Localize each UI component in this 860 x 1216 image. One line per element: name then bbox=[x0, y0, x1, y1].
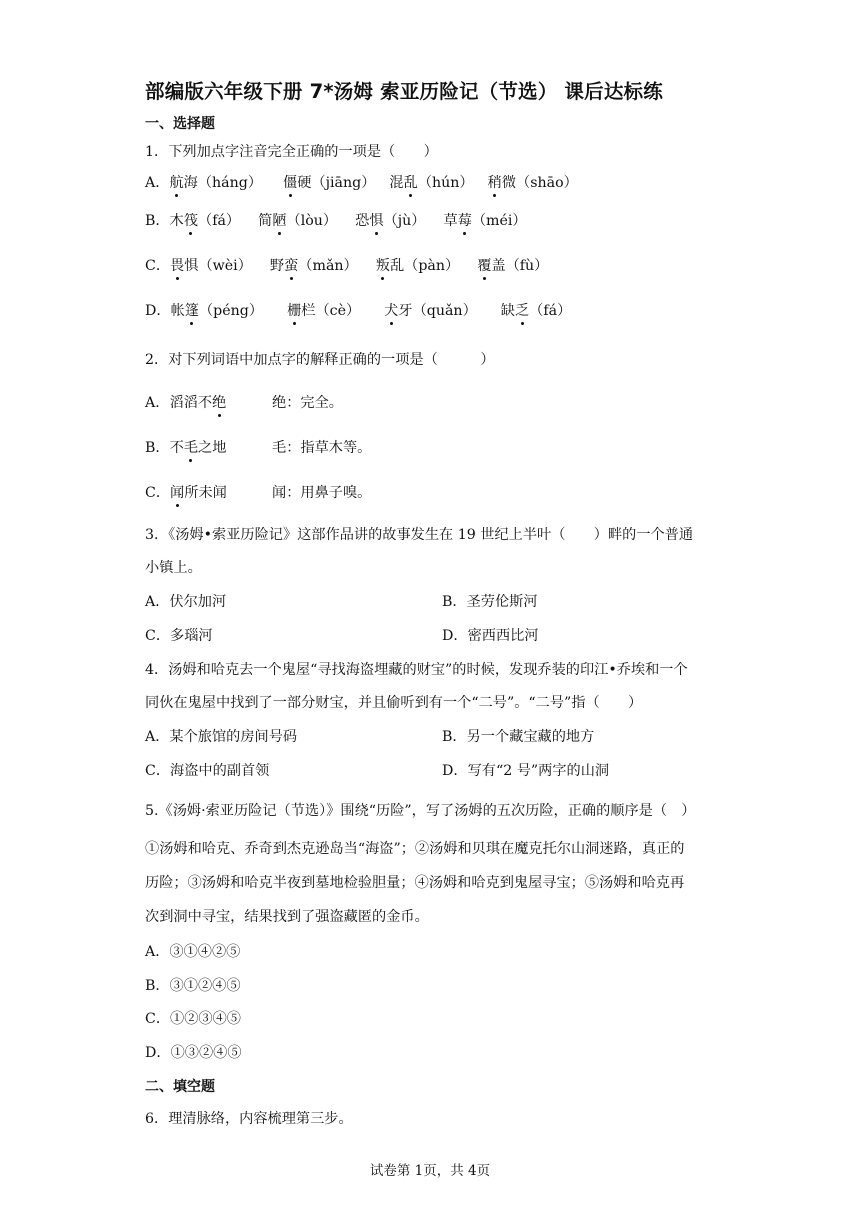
question-3-stem-line-1: 3．《汤姆•索亚历险记》这部作品讲的故事发生在 19 世纪上半叶（ ）畔的一个普通 bbox=[145, 527, 694, 543]
question-1-option-d: D．帐篷（péng） 栅栏（cè） 犬牙（quǎn） 缺乏（fá） bbox=[145, 300, 571, 320]
emphasis-dot-char: 篷 bbox=[185, 300, 199, 320]
question-4-option-c: C．海盗中的副首领 bbox=[145, 763, 270, 779]
question-3-option-b: B．圣劳伦斯河 bbox=[442, 594, 538, 610]
question-2-option-a: A．滔滔不绝 bbox=[145, 392, 226, 412]
question-1-option-b: B．木筏（fá） 简陋（lòu） 恐惧（jù） 草莓（méi） bbox=[145, 210, 527, 230]
question-5-body-line-1: ①汤姆和哈克、乔奇到杰克逊岛当“海盗”；②汤姆和贝琪在魔克托尔山洞迷路，真正的 bbox=[145, 841, 685, 857]
question-2-option-a-note: 绝：完全。 bbox=[272, 395, 343, 411]
emphasis-dot-char: 筏 bbox=[184, 210, 198, 230]
page-footer: 试卷第 1页，共 4页 bbox=[369, 1163, 491, 1179]
emphasis-dot-char: 犬 bbox=[384, 300, 398, 320]
question-2-option-c: C．闻所未闻 bbox=[145, 482, 227, 502]
question-5-option-c: C．①②③④⑤ bbox=[145, 1011, 241, 1027]
question-2-option-c-note: 闻：用鼻子嗅。 bbox=[272, 485, 372, 501]
emphasis-dot-char: 毛 bbox=[184, 437, 198, 457]
emphasis-dot-char: 乏 bbox=[515, 300, 529, 320]
emphasis-dot-char: 僵 bbox=[283, 172, 297, 192]
question-3-option-c: C．多瑙河 bbox=[145, 628, 213, 644]
emphasis-dot-char: 闻 bbox=[170, 482, 184, 502]
question-5-stem: 5.《汤姆·索亚历险记（节选）》围绕“历险”，写了汤姆的五次历险，正确的顺序是（ ） bbox=[145, 803, 696, 819]
emphasis-dot-char: 航 bbox=[169, 172, 183, 192]
question-1-stem: 1．下列加点字注音完全正确的一项是（ ） bbox=[145, 144, 438, 160]
emphasis-dot-char: 覆 bbox=[477, 255, 491, 275]
question-5-option-d: D．①③②④⑤ bbox=[145, 1045, 242, 1061]
question-5-option-a: A．③①④②⑤ bbox=[145, 944, 241, 960]
question-2-option-b: B．不毛之地 bbox=[145, 437, 226, 457]
question-4-option-a: A．某个旅馆的房间号码 bbox=[145, 729, 298, 745]
emphasis-dot-char: 畏 bbox=[170, 255, 184, 275]
emphasis-dot-char: 莓 bbox=[458, 210, 472, 230]
emphasis-dot-char: 叛 bbox=[376, 255, 390, 275]
question-3-stem-line-2: 小镇上。 bbox=[145, 560, 202, 576]
section-heading-fill: 二、填空题 bbox=[145, 1079, 215, 1095]
emphasis-dot-char: 稍 bbox=[488, 172, 502, 192]
emphasis-dot-char: 栅 bbox=[287, 300, 301, 320]
question-4-stem-line-1: 4．汤姆和哈克去一个鬼屋“寻找海盗埋藏的财宝”的时候，发现乔装的印江•乔埃和一个 bbox=[145, 662, 688, 678]
section-heading-choice: 一、选择题 bbox=[145, 116, 215, 132]
question-2-option-b-note: 毛：指草木等。 bbox=[272, 440, 372, 456]
question-3-option-a: A．伏尔加河 bbox=[145, 594, 227, 610]
question-6-stem: 6．理清脉络，内容梳理第三步。 bbox=[145, 1111, 353, 1127]
emphasis-dot-char: 绝 bbox=[212, 392, 226, 412]
question-1-option-a: A．航海（háng） 僵硬（jiāng） 混乱（hún） 稍微（shāo） bbox=[145, 172, 578, 192]
question-4-option-d: D．写有“2 号”两字的山洞 bbox=[442, 763, 610, 779]
question-4-option-b: B．另一个藏宝藏的地方 bbox=[442, 729, 595, 745]
question-3-option-d: D．密西西比河 bbox=[442, 628, 539, 644]
question-5-body-line-3: 次到洞中寻宝，结果找到了强盗藏匿的金币。 bbox=[145, 909, 429, 925]
question-4-stem-line-2: 同伙在鬼屋中找到了一部分财宝，并且偷听到有一个“二号”。“二号”指（ ） bbox=[145, 695, 643, 711]
emphasis-dot-char: 陋 bbox=[272, 210, 286, 230]
emphasis-dot-char: 蛮 bbox=[284, 255, 298, 275]
question-5-option-b: B．③①②④⑤ bbox=[145, 978, 241, 994]
question-2-stem: 2．对下列词语中加点字的解释正确的一项是（ ） bbox=[145, 352, 495, 368]
question-1-option-c: C．畏惧（wèi） 野蛮（mǎn） 叛乱（pàn） 覆盖（fù） bbox=[145, 255, 548, 275]
emphasis-dot-char: 惧 bbox=[369, 210, 383, 230]
page-title: 部编版六年级下册 7*汤姆 索亚历险记（节选） 课后达标练 bbox=[145, 80, 663, 103]
question-5-body-line-2: 历险；③汤姆和哈克半夜到墓地检验胆量；④汤姆和哈克到鬼屋寻宝；⑤汤姆和哈克再 bbox=[145, 875, 685, 891]
emphasis-dot-char: 乱 bbox=[404, 172, 418, 192]
